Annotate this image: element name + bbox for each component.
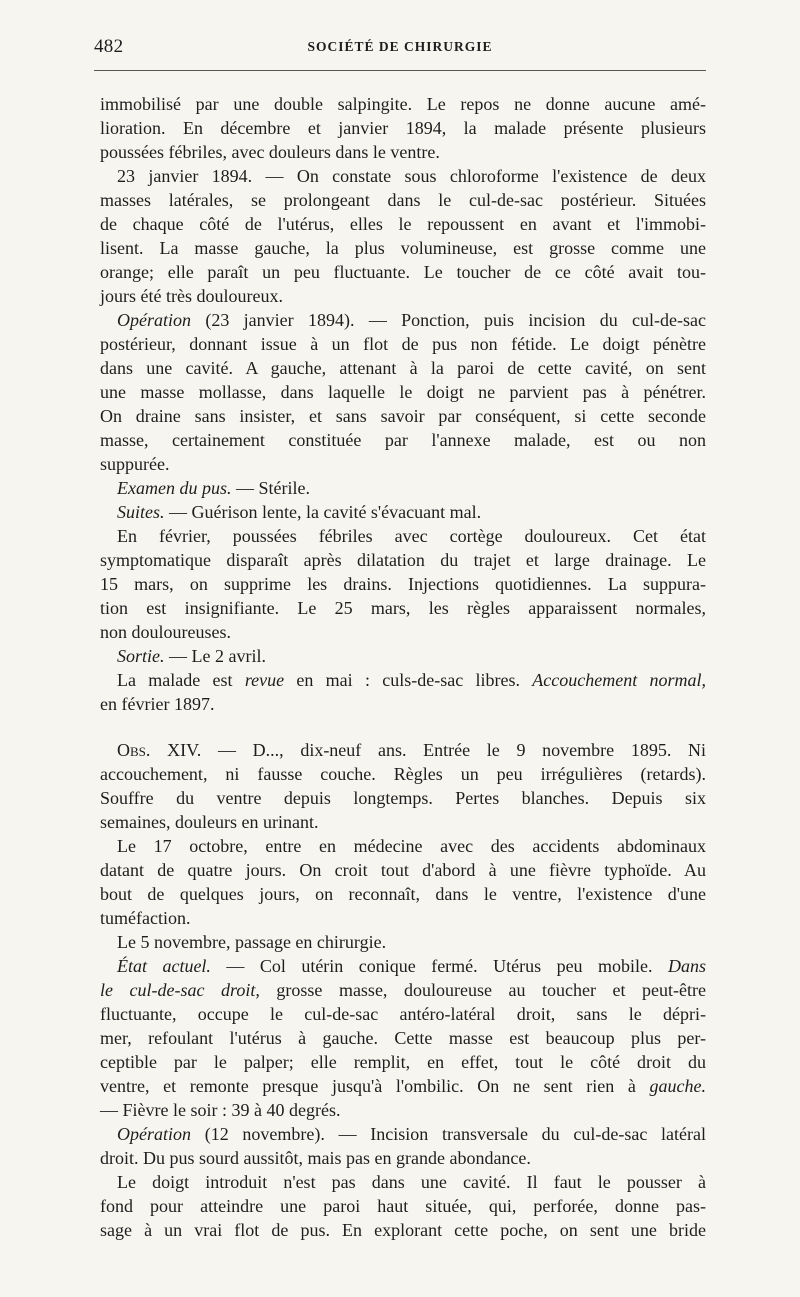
text-line: masse, certainement constituée par l'annexe malade, est ou non (100, 430, 706, 450)
text-line: une masse mollasse, dans laquelle le doigt ne parvient pas à pénétrer. (100, 382, 706, 402)
text-line: ventre, et remonte presque jusqu'à l'ombilic. On ne sent rien à gauche. (100, 1076, 706, 1096)
text-line: Suites. — Guérison lente, la cavité s'évacuant mal. (117, 502, 482, 522)
text-line: sage à un vrai flot de pus. En explorant cette poche, on sent une bride (100, 1220, 706, 1240)
text-line: semaines, douleurs en urinant. (100, 812, 319, 832)
italic-heading: Opération (117, 310, 191, 330)
text-line: La malade est revue en mai : culs-de-sac libres. Accouchement normal, (117, 670, 706, 690)
text-line: 23 janvier 1894. — On constate sous chloroforme l'existence de deux (117, 166, 706, 186)
header-rule (94, 70, 706, 71)
running-title: SOCIÉTÉ DE CHIRURGIE (307, 39, 493, 54)
italic-heading: Examen du pus. (117, 478, 232, 498)
text-line: en février 1897. (100, 694, 215, 714)
text-line: On draine sans insister, et sans savoir par conséquent, si cette seconde (100, 406, 706, 426)
text-line: lisent. La masse gauche, la plus volumineuse, est grosse comme une (100, 238, 706, 258)
text-line: 15 mars, on supprime les drains. Injections quotidiennes. La suppura- (100, 574, 706, 594)
text-line: fond pour atteindre une paroi haut située, qui, perforée, donne pas- (100, 1196, 706, 1216)
text-line: jours été très douloureux. (100, 286, 283, 306)
text-line: État actuel. — Col utérin conique fermé. Utérus peu mobile. Dans (117, 956, 706, 976)
text-line: orange; elle paraît un peu fluctuante. Le toucher de ce côté avait tou- (100, 262, 706, 282)
text-line: ceptible par le palper; elle remplit, en effet, tout le côté droit du (100, 1052, 706, 1072)
text-line: — Fièvre le soir : 39 à 40 degrés. (100, 1100, 341, 1120)
text-line: Le doigt introduit n'est pas dans une cavité. Il faut le pousser à (117, 1172, 706, 1192)
text-line: accouchement, ni fausse couche. Règles un peu irrégulières (retards). (100, 764, 706, 784)
text-line: immobilisé par une double salpingite. Le repos ne donne aucune amé- (100, 94, 706, 114)
text-line: de chaque côté de l'utérus, elles le repoussent en avant et l'immobi- (100, 214, 706, 234)
italic-heading: Sortie. (117, 646, 165, 666)
text-line: En février, poussées fébriles avec cortège douloureux. Cet état (117, 526, 706, 546)
text-line: symptomatique disparaît après dilatation du trajet et large drainage. Le (100, 550, 706, 570)
text-line: tion est insignifiante. Le 25 mars, les règles apparaissent normales, (100, 598, 706, 618)
text-line: postérieur, donnant issue à un flot de pus non fétide. Le doigt pénètre (100, 334, 706, 354)
text-line: Examen du pus. — Stérile. (117, 478, 310, 498)
text-line: mer, refoulant l'utérus à gauche. Cette masse est beaucoup plus per- (100, 1028, 706, 1048)
text-line: tuméfaction. (100, 908, 191, 928)
page-header (94, 36, 706, 60)
text-line: masses latérales, se prolongeant dans le cul-de-sac postérieur. Situées (100, 190, 706, 210)
text-line: Souffre du ventre depuis longtemps. Pertes blanches. Depuis six (100, 788, 706, 808)
text-line: Opération (12 novembre). — Incision transversale du cul-de-sac latéral (117, 1124, 706, 1144)
text-line: dans une cavité. A gauche, attenant à la paroi de cette cavité, on sent (100, 358, 706, 378)
text-line: le cul-de-sac droit, grosse masse, douloureuse au toucher et peut-être (100, 980, 707, 1000)
text-line: lioration. En décembre et janvier 1894, la malade présente plusieurs (100, 118, 706, 138)
text-line: non douloureuses. (100, 622, 231, 642)
text-line: fluctuante, occupe le cul-de-sac antéro-latéral droit, sans le dépri- (100, 1004, 706, 1024)
italic-heading: État actuel. (117, 956, 211, 976)
text-line: Obs. XIV. — D..., dix-neuf ans. Entrée le 9 novembre 1895. Ni (117, 740, 707, 760)
page-number: 482 (94, 36, 124, 57)
italic-heading: Suites. (117, 502, 165, 522)
text-line: suppurée. (100, 454, 170, 474)
text-line: droit. Du pus sourd aussitôt, mais pas en grande abondance. (100, 1148, 531, 1168)
text-line: bout de quelques jours, on reconnaît, dans le ventre, l'existence d'une (100, 884, 706, 904)
observation-label: Obs. XIV. (117, 740, 202, 760)
text-line: Opération (23 janvier 1894). — Ponction, puis incision du cul-de-sac (117, 310, 706, 330)
text-line: Le 5 novembre, passage en chirurgie. (117, 932, 387, 952)
text-line: poussées fébriles, avec douleurs dans le ventre. (100, 142, 440, 162)
italic-heading: Opération (117, 1124, 191, 1144)
text-line: datant de quatre jours. On croit tout d'abord à une fièvre typhoïde. Au (100, 860, 706, 880)
text-line: Le 17 octobre, entre en médecine avec des accidents abdominaux (117, 836, 706, 856)
text-line: Sortie. — Le 2 avril. (117, 646, 266, 666)
